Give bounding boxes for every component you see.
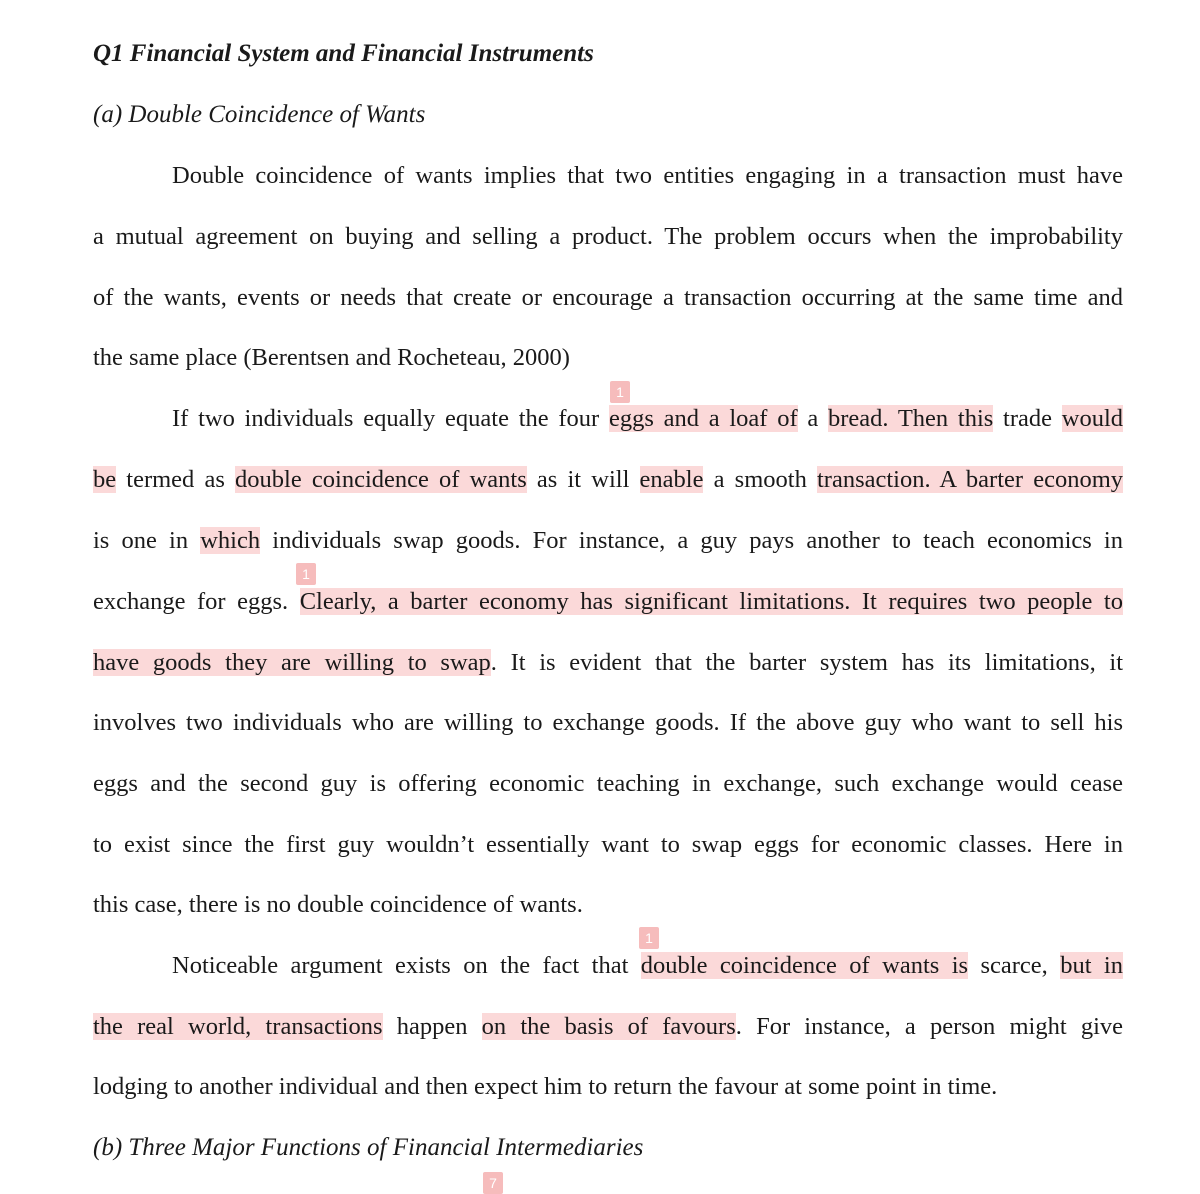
text-run: Noticeable argument exists on the fact that <box>172 952 641 979</box>
para3-line2 <box>93 1011 1123 1043</box>
highlighted-text[interactable]: enable <box>639 466 704 493</box>
subheading-a: (a) Double Coincidence of Wants <box>93 101 426 128</box>
para3-line3: lodging to another individual and then expect him to return the favour at some point in time. <box>93 1073 998 1100</box>
highlighted-text[interactable]: on the basis of favours <box>481 1013 736 1040</box>
text-run: exchange for eggs. <box>93 588 300 615</box>
text-run: as it will <box>526 466 640 493</box>
text-run: a <box>797 405 828 432</box>
comment-marker[interactable]: 1 <box>296 563 316 585</box>
comment-marker[interactable]: 1 <box>610 381 630 403</box>
highlighted-text[interactable]: but in <box>1060 952 1123 979</box>
para1-line2: a mutual agreement on buying and selling a product. The problem occurs when the improbability <box>93 223 1123 250</box>
para2-line6: involves two individuals who are willing to exchange goods. If the above guy who want to sell his <box>93 709 1123 736</box>
text-run: . It is evident that the barter system has its limitations, it <box>490 649 1123 676</box>
highlighted-text[interactable]: double coincidence of wants is <box>640 952 969 979</box>
para2-line8: to exist since the first guy wouldn’t essentially want to swap eggs for economic classes. Here in <box>93 831 1123 858</box>
para1-line1: Double coincidence of wants implies that two entities engaging in a transaction must have <box>172 162 1123 189</box>
highlighted-text[interactable]: Clearly, a barter economy has significant limitations. It requires two people to <box>299 588 1123 615</box>
para2-line3 <box>93 525 1123 557</box>
highlighted-text[interactable]: would <box>1061 405 1124 432</box>
text-run: termed as <box>116 466 236 493</box>
para2-line1 <box>172 403 1123 435</box>
para2-line7: eggs and the second guy is offering economic teaching in exchange, such exchange would cease <box>93 770 1123 797</box>
para3-line1 <box>172 950 1123 982</box>
text-run: a smooth <box>703 466 817 493</box>
comment-marker[interactable]: 1 <box>639 927 659 949</box>
para2-line4 <box>93 586 1123 618</box>
text-run: trade <box>993 405 1062 432</box>
text-run: . For instance, a person might give <box>735 1013 1124 1040</box>
text-run: scarce, <box>968 952 1061 979</box>
para2-line2 <box>93 464 1123 496</box>
para2-line9: this case, there is no double coincidence of wants. <box>93 891 583 918</box>
para1-line4: the same place (Berentsen and Rocheteau, 2000) <box>93 344 570 371</box>
subheading-b: (b) Three Major Functions of Financial Intermediaries <box>93 1134 644 1161</box>
para2-line5 <box>93 647 1123 679</box>
text-run: happen <box>382 1013 482 1040</box>
highlighted-text[interactable]: the real world, transactions <box>93 1013 383 1040</box>
comment-marker[interactable]: 7 <box>483 1172 503 1194</box>
highlighted-text[interactable]: eggs and a loaf of <box>608 405 798 432</box>
section-heading: Q1 Financial System and Financial Instruments <box>93 40 594 67</box>
text-run: If two individuals equally equate the four <box>172 405 609 432</box>
highlighted-text[interactable]: bread. Then this <box>827 405 994 432</box>
highlighted-text[interactable]: transaction. A barter economy <box>817 466 1124 493</box>
para1-line3: of the wants, events or needs that create or encourage a transaction occurring at the same time and <box>93 284 1123 311</box>
highlighted-text[interactable]: double coincidence of wants <box>235 466 527 493</box>
highlighted-text[interactable]: have goods they are willing to swap <box>93 649 491 676</box>
text-run: individuals swap goods. For instance, a guy pays another to teach economics in <box>260 527 1123 554</box>
highlighted-text[interactable]: which <box>200 527 261 554</box>
highlighted-text[interactable]: be <box>93 466 117 493</box>
text-run: is one in <box>93 527 201 554</box>
